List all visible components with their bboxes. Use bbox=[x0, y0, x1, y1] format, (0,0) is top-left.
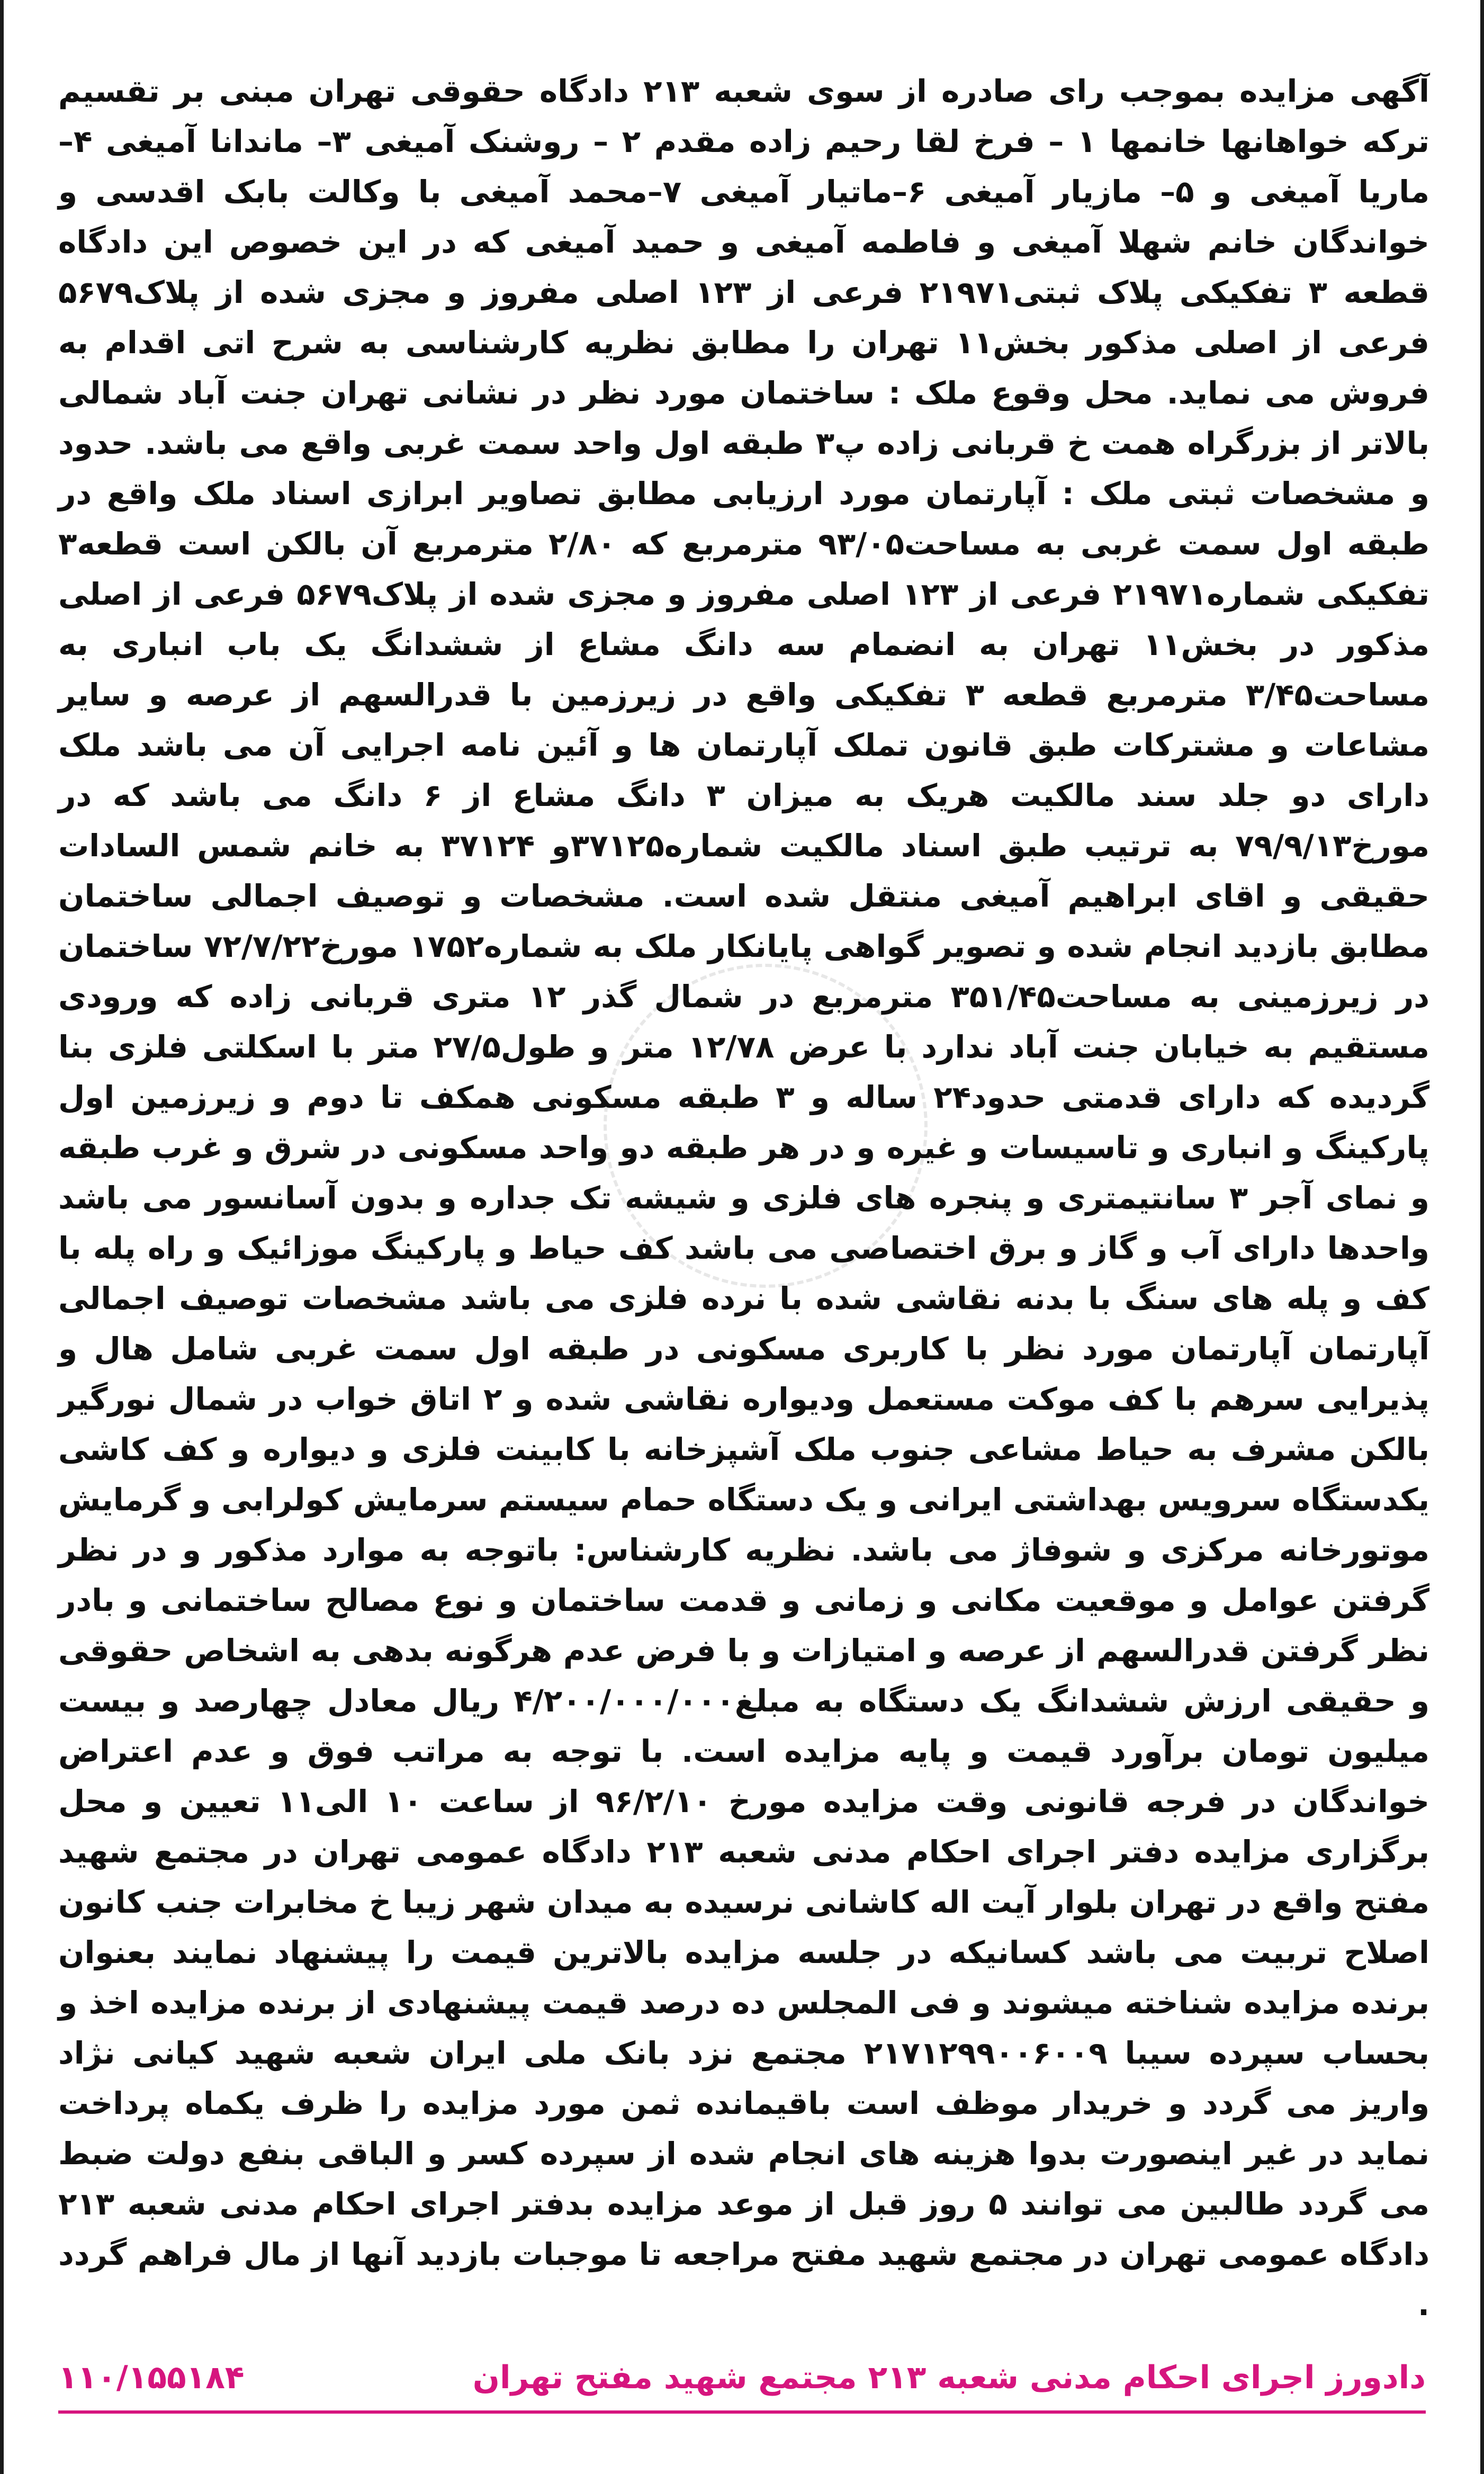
notice-footer bbox=[58, 2351, 1426, 2404]
notice-body bbox=[58, 66, 1429, 2354]
notice-paragraph-intro: آگهی مزایده بموجب رای صادره از سوی شعبه ۲۱۳ دادگاه حقوقی تهران مبنی بر تقسیم ترکه خواهانها خانمها ۱ – فرخ لقا رحیم زاده مقدم ۲ – روشنک آمیغی ۳– ماندانا آمیغی ۴– ماریا آمیغی و ۵– مازیار آمیغی ۶–ماتیار آمیغی ۷–محمد آمیغی با وکالت بابک اقدسی و خواندگان خانم شهلا آمیغی و فاطمه آمیغی و حمید آمیغی که در این خصوص این دادگاه قطعه ۳ تفکیکی پلاک ثبتی۲۱۹۷۱ فرعی از ۱۲۳ اصلی مفروز و مجزی شده از پلاک۵۶۷۹ فرعی از اصلی مذکور بخش۱۱ تهران را مطابق نظریه کارشناسی به شرح اتی اقدام به فروش می نماید. bbox=[58, 73, 1430, 411]
signature-line: دادورز اجرای احکام مدنی شعبه ۲۱۳ مجتمع شهید مفتح تهران bbox=[472, 2359, 1426, 2396]
notice-paragraph-details: محل وقوع ملک : ساختمان مورد نظر در نشانی تهران جنت آباد شمالی بالاتر از بزرگراه همت خ قربانی زاده پ۳ طبقه اول واحد سمت غربی واقع می باشد. حدود و مشخصات ثبتی ملک : آپارتمان مورد ارزیابی مطابق تصاویر ابرازی اسناد ملک واقع در طبقه اول سمت غربی به مساحت۹۳/۰۵ مترمربع که ۲/۸۰ مترمربع آن بالکن است قطعه۳ تفکیکی شماره۲۱۹۷۱ فرعی از ۱۲۳ اصلی مفروز و مجزی شده از پلاک۵۶۷۹ فرعی از اصلی مذکور در بخش۱۱ تهران به انضمام سه دانگ مشاع از ششدانگ یک باب انباری به مساحت۳/۴۵ مترمربع قطعه ۳ تفکیکی واقع در زیرزمین با قدرالسهم از عرصه و سایر مشاعات و مشترکات طبق قانون تملک آپارتمان ها و آئین نامه اجرایی آن می باشد ملک دارای دو جلد سند مالکیت هریک به میزان ۳ دانگ مشاع از ۶ دانگ می باشد که در مورخ۷۹/۹/۱۳ به ترتیب طبق اسناد مالکیت شماره۳۷۱۲۵و ۳۷۱۲۴ به خانم شمس السادات حقیقی و اقای ابراهیم آمیغی منتقل شده است. مشخصات و توصیف اجمالی ساختمان مطابق بازدید انجام شده و تصویر گواهی پایانکار ملک به شماره۱۷۵۲ مورخ۷۲/۷/۲۲ ساختمان در زیرزمینی به مساحت۳۵۱/۴۵ مترمربع در شمال گذر ۱۲ متری قربانی زاده که ورودی مستقیم به خیابان جنت آباد ندارد با عرض ۱۲/۷۸ متر و طول۲۷/۵ متر با اسکلتی فلزی بنا گردیده که دارای قدمتی حدود۲۴ ساله و ۳ طبقه مسکونی همکف تا دوم و زیرزمین اول پارکینگ و انباری و تاسیسات و غیره و در هر طبقه دو واحد مسکونی در شرق و غرب طبقه و نمای آجر ۳ سانتیمتری و پنجره های فلزی و شیشه تک جداره و بدون آسانسور می باشد واحدها دارای آب و گاز و برق اختصاصی می باشد کف حیاط و پارکینگ موزائیک و راه پله با کف و پله های سنگ با بدنه نقاشی شده با نرده فلزی می باشد مشخصات توصیف اجمالی آپارتمان آپارتمان مورد نظر با کاربری مسکونی در طبقه اول سمت غربی شامل هال و پذیرایی سرهم با کف موکت مستعمل ودیواره نقاشی شده و ۲ اتاق خواب در شمال نورگیر بالکن مشرف به حیاط مشاعی جنوب ملک آشپزخانه با کابینت فلزی و دیواره و کف کاشی یکدستگاه سرویس بهداشتی ایرانی و یک دستگاه حمام سیستم سرمایش کولرابی و گرمایش موتورخانه مرکزی و شوفاژ می باشد. نظریه کارشناس: باتوجه به موارد مذکور و در نظر گرفتن عوامل و موقعیت مکانی و زمانی و قدمت ساختمان و نوع مصالح ساختمانی و بادر نظر گرفتن قدرالسهم از عرصه و امتیازات و با فرض عدم هرگونه بدهی به اشخاص حقوقی و حقیقی ارزش ششدانگ یک دستگاه به مبلغ۴/۲۰۰/۰۰۰/۰۰۰ ریال معادل چهارصد و بیست میلیون تومان برآورد قیمت و پایه مزایده است. با توجه به مراتب فوق و عدم اعتراض خواندگان در فرجه قانونی وقت مزایده مورخ ۹۶/۲/۱۰ از ساعت ۱۰ الی۱۱ تعیین و محل برگزاری مزایده دفتر اجرای احکام مدنی شعبه ۲۱۳ دادگاه عمومی تهران در مجتمع شهید مفتح واقع در تهران بلوار آیت اله کاشانی نرسیده به میدان شهر زیبا خ مخابرات جنب کانون اصلاح تربیت می باشد کسانیکه در جلسه مزایده بالاترین قیمت را پیشنهاد نمایند بعنوان برنده مزایده شناخته میشوند و فی المجلس ده درصد قیمت پیشنهادی از برنده مزایده اخذ و بحساب سپرده سیبا ۲۱۷۱۲۹۹۰۰۶۰۰۹ مجتمع نزد بانک ملی ایران شعبه شهید کیانی نژاد واریز می گردد و خریدار موظف است باقیمانده ثمن مورد مزایده را ظرف یکماه پرداخت نماید در غیر اینصورت بدوا هزینه های انجام شده از سپرده کسر و الباقی بنفع دولت ضبط می گردد طالبین می توانند ۵ روز قبل از موعد مزایده بدفتر اجرای احکام مدنی شعبه ۲۱۳ دادگاه عمومی تهران در مجتمع شهید مفتح مراجعه تا موجبات بازدید آنها از مال فراهم گردد . bbox=[58, 375, 1430, 2323]
footer-divider bbox=[58, 2410, 1426, 2414]
reference-number: ۱۱۰/۱۵۵۱۸۴ bbox=[58, 2359, 245, 2396]
